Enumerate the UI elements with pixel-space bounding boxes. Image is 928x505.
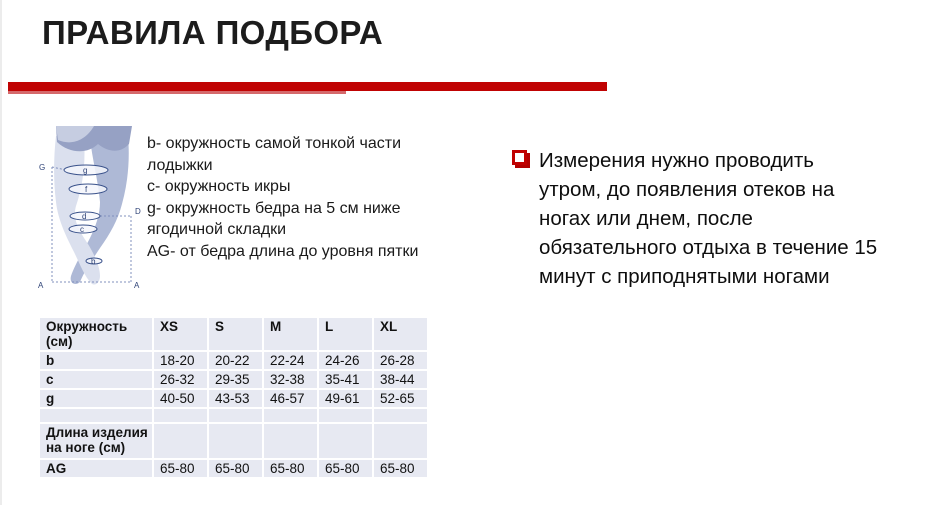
legend-line-g: g- окружность бедра на 5 см ниже ягодичной складки bbox=[147, 199, 401, 238]
table-row bbox=[40, 371, 427, 388]
table-row bbox=[40, 352, 427, 369]
label-f: f bbox=[85, 185, 88, 194]
square-bullet-icon bbox=[512, 150, 527, 165]
cell: 65-80 bbox=[154, 460, 207, 477]
row-label bbox=[40, 409, 152, 422]
cell: 32-38 bbox=[264, 371, 317, 388]
note-line: ногах или днем, после bbox=[539, 207, 753, 230]
cell bbox=[209, 409, 262, 422]
header-cell: M bbox=[264, 318, 317, 350]
row-label: Длина изделия на ноге (см) bbox=[40, 424, 152, 458]
label-A-left: A bbox=[38, 281, 44, 290]
table-row bbox=[40, 390, 427, 407]
cell: 20-22 bbox=[209, 352, 262, 369]
accent-bar-secondary bbox=[8, 91, 346, 94]
cell: 52-65 bbox=[374, 390, 427, 407]
cell: 24-26 bbox=[319, 352, 372, 369]
cell: 22-24 bbox=[264, 352, 317, 369]
cell bbox=[154, 424, 207, 458]
header-cell: S bbox=[209, 318, 262, 350]
note-line: утром, до появления отеков на bbox=[539, 178, 835, 201]
cell: 65-80 bbox=[209, 460, 262, 477]
cell bbox=[374, 409, 427, 422]
note-line: обязательного отдыха в течение 15 bbox=[539, 236, 878, 259]
label-G: G bbox=[39, 163, 46, 172]
cell: 65-80 bbox=[264, 460, 317, 477]
table-row bbox=[40, 424, 427, 458]
table-row bbox=[40, 460, 427, 477]
cell: 35-41 bbox=[319, 371, 372, 388]
cell: 40-50 bbox=[154, 390, 207, 407]
cell bbox=[319, 409, 372, 422]
cell bbox=[374, 424, 427, 458]
header-cell: XL bbox=[374, 318, 427, 350]
label-c: c bbox=[80, 225, 84, 234]
row-label: g bbox=[40, 390, 152, 407]
cell: 26-28 bbox=[374, 352, 427, 369]
cell: 18-20 bbox=[154, 352, 207, 369]
header-cell: Окружность (см) bbox=[40, 318, 152, 350]
legend-line-c: c- окружность икры bbox=[147, 178, 291, 195]
label-b: b bbox=[91, 257, 96, 266]
cell bbox=[264, 424, 317, 458]
cell: 65-80 bbox=[319, 460, 372, 477]
cell bbox=[264, 409, 317, 422]
cell bbox=[319, 424, 372, 458]
cell bbox=[209, 424, 262, 458]
header-cell: L bbox=[319, 318, 372, 350]
row-label: AG bbox=[40, 460, 152, 477]
cell: 38-44 bbox=[374, 371, 427, 388]
table-row bbox=[40, 409, 427, 422]
page-title: ПРАВИЛА ПОДБОРА bbox=[42, 14, 384, 51]
accent-bar bbox=[8, 82, 607, 91]
size-table bbox=[38, 316, 429, 479]
label-D: D bbox=[135, 207, 141, 216]
table-header-row bbox=[40, 318, 427, 350]
measurement-legend bbox=[147, 133, 452, 262]
header-cell: XS bbox=[154, 318, 207, 350]
legs-diagram-image bbox=[36, 126, 154, 294]
cell: 49-61 bbox=[319, 390, 372, 407]
cell: 43-53 bbox=[209, 390, 262, 407]
row-label: b bbox=[40, 352, 152, 369]
cell: 65-80 bbox=[374, 460, 427, 477]
measurement-note bbox=[539, 146, 924, 291]
note-line: минут с приподнятыми ногами bbox=[539, 265, 830, 288]
label-A-right: A bbox=[134, 281, 140, 290]
cell: 46-57 bbox=[264, 390, 317, 407]
legend-line-ag: AG- от бедра длина до уровня пятки bbox=[147, 242, 419, 260]
note-line: Измерения нужно проводить bbox=[539, 149, 814, 172]
cell: 26-32 bbox=[154, 371, 207, 388]
row-label: c bbox=[40, 371, 152, 388]
cell: 29-35 bbox=[209, 371, 262, 388]
legend-line-b: b- окружность самой тонкой части лодыжки bbox=[147, 135, 402, 174]
cell bbox=[154, 409, 207, 422]
label-d: d bbox=[82, 212, 87, 221]
label-g: g bbox=[83, 166, 88, 175]
